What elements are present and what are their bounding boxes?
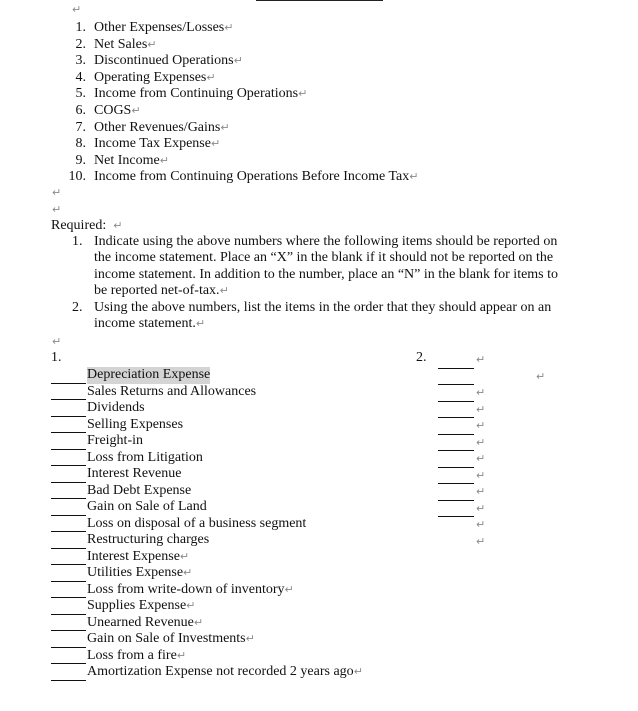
- answer-blank[interactable]: [51, 369, 86, 384]
- required-heading: Required: ↵: [51, 218, 123, 233]
- list-item: 3. Discontinued Operations↵: [75, 53, 243, 69]
- list-item: 5. Income from Continuing Operations↵: [75, 86, 308, 102]
- list-item: [51, 417, 363, 434]
- list-item: Utilities Expense ↵: [51, 565, 363, 582]
- list-item: ↵: [438, 451, 545, 468]
- answer-blank[interactable]: [51, 418, 86, 433]
- item-label: Unearned Revenue: [87, 614, 194, 630]
- list-item: 1. Other Expenses/Losses↵: [75, 20, 234, 35]
- order-blank[interactable]: [438, 354, 474, 369]
- answer-blank[interactable]: [51, 501, 86, 516]
- list-item: ↵: [438, 435, 545, 452]
- order-blank[interactable]: [438, 387, 474, 402]
- paragraph-mark: ↵: [52, 203, 62, 216]
- list-item: Interest Expense ↵: [51, 549, 363, 566]
- list-item: [51, 400, 363, 417]
- list-item: ↵: [438, 369, 545, 386]
- list-item: ↵: [438, 352, 545, 369]
- answer-blank[interactable]: [51, 451, 86, 466]
- answer-blank[interactable]: [51, 385, 86, 400]
- section-one-label: 1.: [51, 350, 62, 365]
- answer-blank[interactable]: [51, 600, 86, 615]
- list-item: 10. Income from Continuing Operations Before Income Tax↵: [68, 169, 419, 185]
- paragraph-mark: ↵: [52, 335, 62, 348]
- answer-blank[interactable]: [51, 649, 86, 664]
- item-label: Amortization Expense not recorded 2 years ago: [87, 664, 354, 679]
- list-item: [51, 499, 363, 516]
- list-item: [51, 433, 363, 450]
- list-item: Unearned Revenue ↵: [51, 615, 363, 632]
- requirement-item: 1. Indicate using the above numbers where the following items should be reported on the income statement. Place an “X” in the blank if it should not be reported on the income statement. In addition to the number, place an “N” in the blank for items to be reported net-of-tax.↵: [72, 234, 559, 299]
- answer-blank[interactable]: [51, 534, 86, 549]
- answer-blank[interactable]: [51, 567, 86, 582]
- order-blank[interactable]: [438, 453, 474, 468]
- item-label: Utilities Expense: [87, 565, 184, 580]
- item-label: Interest Expense: [87, 548, 180, 564]
- list-item: [51, 516, 363, 533]
- classification-items: [51, 367, 363, 681]
- answer-blank[interactable]: [51, 633, 86, 648]
- order-blank[interactable]: [438, 436, 474, 451]
- list-item: ↵: [438, 484, 545, 501]
- answer-blank[interactable]: [51, 517, 86, 532]
- list-item: [51, 384, 363, 401]
- answer-blank[interactable]: [51, 484, 86, 499]
- item-label: Bad Debt Expense: [87, 482, 192, 498]
- list-item: 6. COGS↵: [75, 102, 141, 118]
- order-blank[interactable]: [438, 469, 474, 484]
- answer-blank[interactable]: [51, 468, 86, 483]
- list-item: Loss from a fire ↵: [51, 648, 363, 665]
- list-item: ↵: [438, 385, 545, 402]
- list-item: Loss from write-down of inventory ↵: [51, 582, 363, 599]
- item-label: Restructuring charges: [87, 532, 210, 547]
- item-label: Gain on Sale of Land: [87, 499, 207, 514]
- answer-blank[interactable]: [51, 550, 86, 565]
- item-label: Loss from write-down of inventory: [87, 581, 285, 597]
- item-label: Gain on Sale of Investments: [87, 631, 246, 646]
- requirement-item: 2. Using the above numbers, list the items in the order that they should appear on an income statement.↵: [72, 299, 552, 332]
- list-item: Gain on Sale of Investments ↵: [51, 631, 363, 648]
- order-blank[interactable]: [438, 420, 474, 435]
- list-item: Amortization Expense not recorded 2 years ago ↵: [51, 664, 363, 681]
- ordering-blanks: [438, 352, 545, 550]
- list-item: ↵: [438, 418, 545, 435]
- order-blank[interactable]: [438, 370, 474, 385]
- item-label: Freight-in: [87, 433, 143, 448]
- list-item: ↵: [438, 468, 545, 485]
- requirements-list: [72, 234, 572, 332]
- list-item: 9. Net Income↵: [75, 152, 169, 168]
- paragraph-mark: ↵: [52, 186, 62, 199]
- list-item: 8. Income Tax Expense↵: [75, 136, 221, 152]
- list-item: ↵: [438, 501, 545, 518]
- list-item: 2. Net Sales↵: [75, 36, 157, 52]
- item-label: Selling Expenses: [87, 416, 184, 432]
- list-item: ↵: [476, 534, 486, 548]
- answer-blank[interactable]: [51, 666, 86, 681]
- header-underline: [256, 0, 383, 1]
- list-item: ↵: [476, 518, 486, 531]
- item-label: Loss from Litigation: [87, 449, 203, 465]
- item-label: Interest Revenue: [87, 466, 182, 481]
- item-label: Loss on disposal of a business segment: [87, 515, 307, 531]
- section-two-label: 2.: [416, 350, 427, 365]
- list-item: [51, 532, 363, 549]
- order-blank[interactable]: [438, 486, 474, 501]
- list-item: ↵: [438, 402, 545, 419]
- order-blank[interactable]: [438, 502, 474, 517]
- list-item: 4. Operating Expenses↵: [75, 69, 216, 85]
- paragraph-mark: ↵: [72, 3, 82, 16]
- answer-blank[interactable]: [51, 402, 86, 417]
- list-item: [51, 367, 363, 384]
- list-item: [51, 466, 363, 483]
- answer-blank[interactable]: [51, 435, 86, 450]
- item-label: Supplies Expense: [87, 598, 187, 613]
- income-statement-items-list: [52, 20, 418, 186]
- answer-blank[interactable]: [51, 583, 86, 598]
- list-item: [51, 483, 363, 500]
- order-blank[interactable]: [438, 403, 474, 418]
- list-item: 7. Other Revenues/Gains↵: [75, 119, 230, 135]
- item-label: Dividends: [87, 400, 145, 415]
- answer-blank[interactable]: [51, 616, 86, 631]
- list-item: [51, 450, 363, 467]
- item-label: Depreciation Expense: [87, 367, 211, 382]
- item-label: Loss from a fire: [87, 647, 177, 663]
- item-label: Sales Returns and Allowances: [87, 383, 257, 399]
- list-item: Supplies Expense ↵: [51, 598, 363, 615]
